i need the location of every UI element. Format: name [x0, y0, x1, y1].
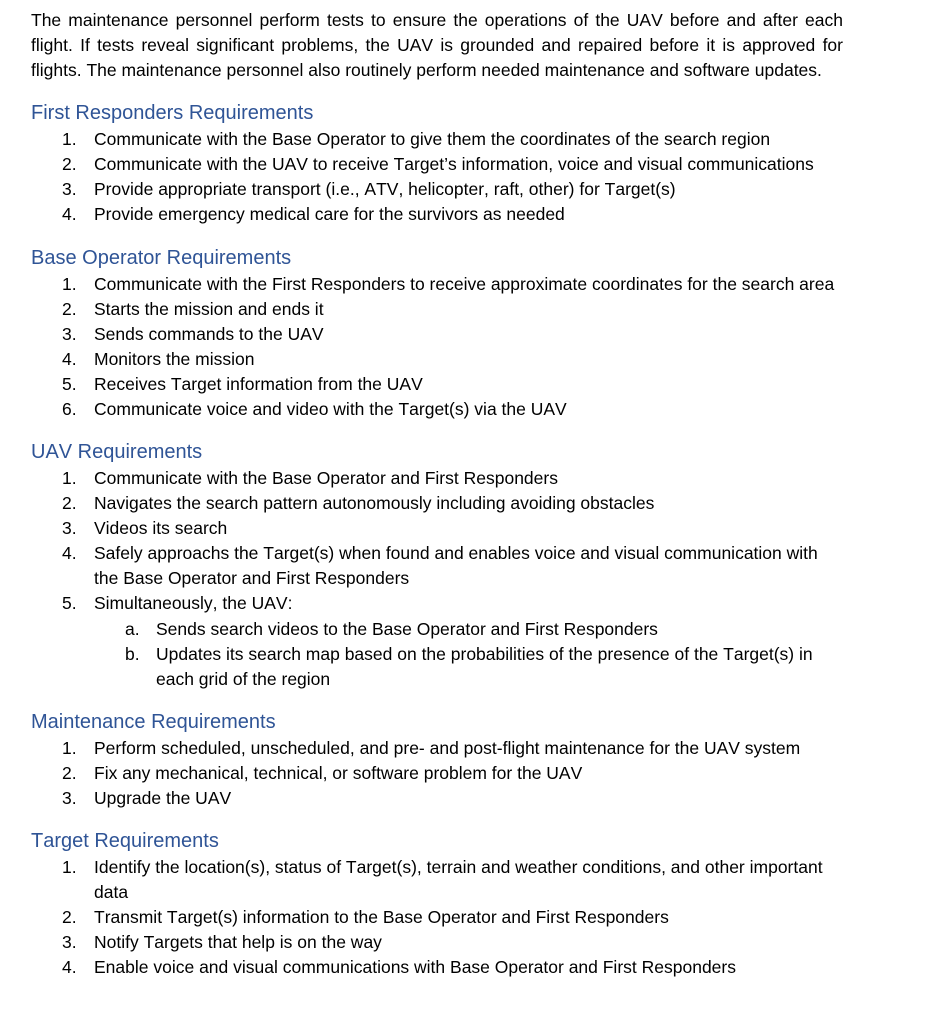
list-marker: 6. — [62, 399, 77, 419]
list-marker: 5. — [62, 593, 77, 613]
sub-list-item-line: each grid of the region — [156, 669, 331, 689]
list-item-text — [94, 152, 814, 177]
list-item — [62, 322, 927, 347]
list-marker: 3. — [62, 788, 77, 808]
list-marker: 3. — [62, 932, 77, 952]
list-item-text — [94, 127, 770, 152]
list-item-line: Identify the location(s), status of Target(s), terrain and weather conditions, and other important — [94, 857, 823, 877]
sub-list-item — [125, 642, 813, 692]
list-item-line: Sends commands to the UAV — [94, 324, 324, 344]
section-base-operator-requirements — [31, 244, 927, 422]
list-item-text — [94, 272, 834, 297]
list-item-line: Receives Target information from the UAV — [94, 374, 423, 394]
list-item-line: Communicate voice and video with the Target(s) via the UAV — [94, 399, 567, 419]
list-item — [62, 591, 927, 692]
section-heading: Base Operator Requirements — [31, 247, 292, 269]
list-item-line: Starts the mission and ends it — [94, 299, 324, 319]
list-item-text — [94, 177, 676, 202]
requirements-list — [31, 272, 927, 422]
list-item-text — [94, 202, 565, 227]
list-item-text — [94, 491, 654, 516]
list-item-text — [94, 347, 254, 372]
sub-list — [94, 617, 813, 692]
list-item-text — [94, 955, 736, 980]
sub-list-item-text — [156, 617, 658, 642]
intro-line: flights. The maintenance personnel also routinely perform needed maintenance and software updates. — [31, 60, 822, 80]
requirements-list — [31, 466, 927, 692]
list-item-line: Notify Targets that help is on the way — [94, 932, 382, 952]
list-marker: 5. — [62, 374, 77, 394]
requirements-list — [31, 855, 927, 980]
list-item-text — [94, 855, 823, 905]
intro-paragraph — [31, 8, 843, 83]
list-item-line: Provide emergency medical care for the survivors as needed — [94, 204, 565, 224]
list-marker: 1. — [62, 857, 77, 877]
list-item-text — [94, 736, 800, 761]
list-item-line: the Base Operator and First Responders — [94, 568, 410, 588]
list-item — [62, 516, 927, 541]
list-item-line: Monitors the mission — [94, 349, 255, 369]
list-item-line: Communicate with the First Responders to receive approximate coordinates for the search area — [94, 274, 835, 294]
sub-list-marker: a. — [125, 619, 140, 639]
list-item-text — [94, 397, 567, 422]
section-maintenance-requirements — [31, 708, 927, 811]
list-item-text — [94, 761, 582, 786]
section-heading: UAV Requirements — [31, 441, 203, 463]
section-heading: First Responders Requirements — [31, 102, 314, 124]
list-item-text — [94, 930, 382, 955]
section-first-responders-requirements — [31, 99, 927, 227]
list-marker: 1. — [62, 274, 77, 294]
list-item — [62, 786, 927, 811]
list-marker: 2. — [62, 907, 77, 927]
list-marker: 4. — [62, 957, 77, 977]
list-item-line: Transmit Target(s) information to the Base Operator and First Responders — [94, 907, 669, 927]
list-item-line: Fix any mechanical, technical, or software problem for the UAV — [94, 763, 583, 783]
sub-list-item-text — [156, 642, 813, 692]
list-item-text — [94, 372, 423, 397]
list-marker: 3. — [62, 179, 77, 199]
list-item-text — [94, 466, 558, 491]
list-marker: 3. — [62, 518, 77, 538]
list-item-line: data — [94, 882, 129, 902]
list-item-line: Safely approachs the Target(s) when found and enables voice and visual communication with — [94, 543, 818, 563]
list-item — [62, 152, 927, 177]
list-marker: 4. — [62, 543, 77, 563]
list-item-text — [94, 786, 231, 811]
list-item — [62, 397, 927, 422]
list-item-line: Provide appropriate transport (i.e., ATV, helicopter, raft, other) for Target(s) — [94, 179, 676, 199]
intro-line: flight. If tests reveal significant problems, the UAV is grounded and repaired before it is approved for — [31, 35, 843, 55]
list-item — [62, 202, 927, 227]
list-item — [62, 297, 927, 322]
list-item-text — [94, 541, 818, 591]
list-marker: 2. — [62, 763, 77, 783]
list-marker: 2. — [62, 299, 77, 319]
list-item-line: Communicate with the Base Operator to give them the coordinates of the search region — [94, 129, 771, 149]
list-item — [62, 127, 927, 152]
intro-line: The maintenance personnel perform tests to ensure the operations of the UAV before and after each — [31, 10, 843, 30]
sub-list-marker: b. — [125, 644, 140, 664]
list-item-line: Communicate with the UAV to receive Target’s information, voice and visual communications — [94, 154, 814, 174]
list-marker: 2. — [62, 154, 77, 174]
list-item — [62, 491, 927, 516]
list-item-text — [94, 322, 324, 347]
list-item — [62, 466, 927, 491]
list-item-line: Perform scheduled, unscheduled, and pre- and post-flight maintenance for the UAV system — [94, 738, 801, 758]
section-heading: Target Requirements — [31, 830, 219, 852]
list-item — [62, 955, 927, 980]
list-item — [62, 905, 927, 930]
list-marker: 2. — [62, 493, 77, 513]
list-marker: 4. — [62, 204, 77, 224]
sub-list-item-line: Sends search videos to the Base Operator and First Responders — [156, 619, 658, 639]
list-item — [62, 272, 927, 297]
list-marker: 3. — [62, 324, 77, 344]
list-item-text — [94, 905, 669, 930]
list-item-line: Communicate with the Base Operator and First Responders — [94, 468, 558, 488]
list-item — [62, 855, 927, 905]
list-item-text — [94, 297, 324, 322]
list-marker: 1. — [62, 129, 77, 149]
sub-list-item-line: Updates its search map based on the probabilities of the presence of the Target(s) in — [156, 644, 813, 664]
list-item-text — [94, 591, 813, 692]
section-target-requirements — [31, 827, 927, 980]
list-item-line: Videos its search — [94, 518, 228, 538]
list-item-line: Navigates the search pattern autonomously including avoiding obstacles — [94, 493, 655, 513]
list-item-text — [94, 516, 227, 541]
list-marker: 1. — [62, 468, 77, 488]
section-uav-requirements — [31, 438, 927, 692]
requirements-list — [31, 127, 927, 227]
sub-list-item — [125, 617, 813, 642]
list-marker: 1. — [62, 738, 77, 758]
list-item — [62, 541, 927, 591]
list-item — [62, 347, 927, 372]
list-item — [62, 177, 927, 202]
list-item — [62, 930, 927, 955]
list-item-line: Enable voice and visual communications with Base Operator and First Responders — [94, 957, 736, 977]
list-marker: 4. — [62, 349, 77, 369]
list-item — [62, 372, 927, 397]
list-item-line: Simultaneously, the UAV: — [94, 593, 293, 613]
section-heading: Maintenance Requirements — [31, 711, 276, 733]
requirements-list — [31, 736, 927, 811]
list-item — [62, 736, 927, 761]
list-item-line: Upgrade the UAV — [94, 788, 232, 808]
list-item — [62, 761, 927, 786]
